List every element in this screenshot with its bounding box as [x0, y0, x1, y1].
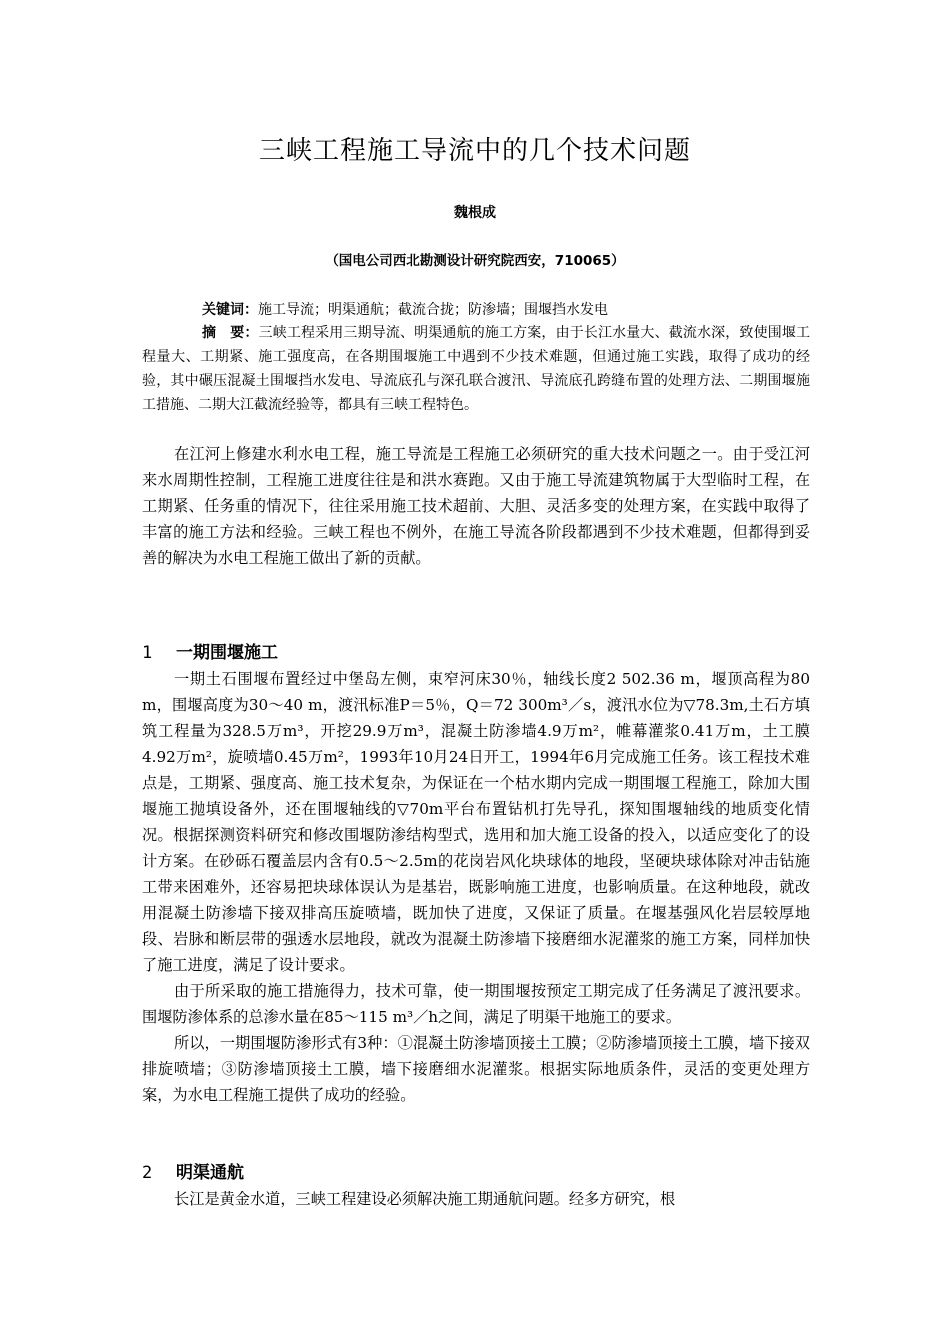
section-1-paragraph: 一期土石围堰布置经过中堡岛左侧，束窄河床30％，轴线长度2 502.36 m，堰顶高程为80 m，围堰高度为30～40 m，渡汛标准P＝5％，Q＝72 300m³／s，渡汛水位为▽78.3m,土石方填筑工程量为328.5万m³，开挖29.9万m³，混凝土防渗墙4.9万m²，帷幕灌浆0.41万m，土工膜4.92万m²，旋喷墙0.45万m²，1993年10月24日开工，1994年6月完成施工任务。该工程技术难点是，工期紧、强度高、施工技术复杂，为保证在一个枯水期内完成一期围堰工程施工，除加大围堰施工抛填设备外，还在围堰轴线的▽70m平台布置钻机打先导孔，探知围堰轴线的地质变化情况。根据探测资料研究和修改围堰防渗结构型式，选用和加大施工设备的投入，以适应变化了的设计方案。在砂砾石覆盖层内含有0.5～2.5m的花岗岩风化块球体的地段，坚硬块球体除对冲击钻施工带来困难外，还容易把块球体误认为是基岩，既影响施工进度，也影响质量。在这种地段，就改用混凝土防渗墙下接双排高压旋喷墙，既加快了进度，又保证了质量。在堰基强风化岩层较厚地段、岩脉和断层带的强透水层地段，就改为混凝土防渗墙下接磨细水泥灌浆的施工方案，同样加快了施工进度，满足了设计要求。: [142, 670, 810, 974]
section-1-title: 一期围堰施工: [176, 643, 278, 663]
section-1-heading: [142, 640, 810, 666]
section-2: [142, 1160, 810, 1212]
keywords-label: 关键词：: [202, 302, 258, 318]
author-affiliation: （国电公司西北勘测设计研究院西安，710065）: [325, 253, 625, 269]
section-2-title: 明渠通航: [176, 1163, 244, 1183]
keywords-text: 施工导流；明渠通航；截流合拢；防渗墙；围堰挡水发电: [258, 302, 608, 318]
abstract-block: [142, 321, 810, 417]
section-2-heading: [142, 1160, 810, 1186]
abstract-label: 摘 要：: [202, 325, 259, 341]
section-1-paragraph: 所以，一期围堰防渗形式有3种：①混凝土防渗墙顶接土工膜；②防渗墙顶接土工膜，墙下接双排旋喷墙；③防渗墙顶接土工膜，墙下接磨细水泥灌浆。根据实际地质条件，灵活的变更处理方案，为水电工程施工提供了成功的经验。: [142, 1034, 810, 1104]
intro-paragraph: 在江河上修建水利水电工程，施工导流是工程施工必须研究的重大技术问题之一。由于受江河来水周期性控制，工程施工进度往往是和洪水赛跑。又由于施工导流建筑物属于大型临时工程，在工期紧、任务重的情况下，往往采用施工技术超前、大胆、灵活多变的处理方案，在实践中取得了丰富的施工方法和经验。三峡工程也不例外，在施工导流各阶段都遇到不少技术难题，但都得到妥善的解决为水电工程施工做出了新的贡献。: [142, 445, 810, 567]
section-2-paragraph: 长江是黄金水道，三峡工程建设必须解决施工期通航问题。经多方研究，根: [174, 1190, 676, 1208]
section-2-number: 2: [142, 1163, 153, 1183]
abstract-text: 三峡工程采用三期导流、明渠通航的施工方案，由于长江水量大、截流水深，致使围堰工程量大、工期紧、施工强度高，在各期围堰施工中遇到不少技术难题，但通过施工实践，取得了成功的经验，其中碾压混凝土围堰挡水发电、导流底孔与深孔联合渡汛、导流底孔跨缝布置的处理方法、二期围堰施工措施、二期大江截流经验等，都具有三峡工程特色。: [142, 325, 811, 413]
keywords-line: [142, 298, 810, 322]
section-1-paragraph: 由于所采取的施工措施得力，技术可靠，使一期围堰按预定工期完成了任务满足了渡汛要求。围堰防渗体系的总渗水量在85～115 m³／h之间，满足了明渠干地施工的要求。: [142, 982, 810, 1026]
section-1-number: 1: [142, 643, 153, 663]
section-1: [142, 640, 810, 1108]
author-name: 魏根成: [454, 205, 496, 221]
paper-title: 三峡工程施工导流中的几个技术问题: [258, 136, 691, 166]
introduction: [142, 441, 810, 571]
